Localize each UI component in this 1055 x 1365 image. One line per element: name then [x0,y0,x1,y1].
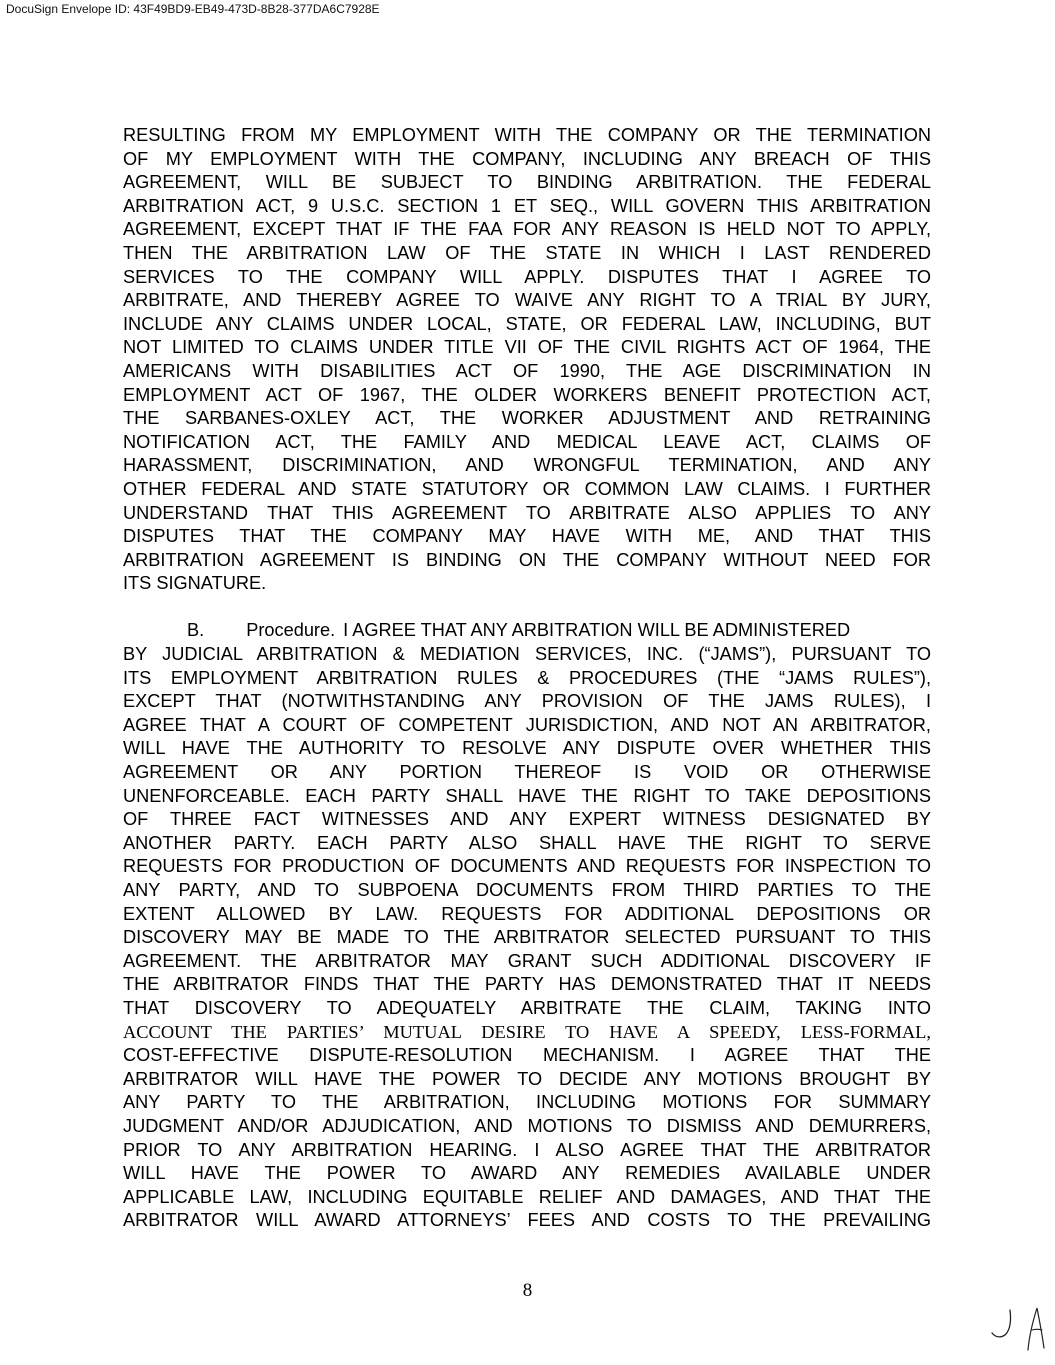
text-line: AGREEMENT, WILL BE SUBJECT TO BINDING ARBITRATION. THE FEDERAL [123,172,931,193]
text-line: NOT LIMITED TO CLAIMS UNDER TITLE VII OF THE CIVIL RIGHTS ACT OF 1964, THE [123,337,931,358]
text-line: SERVICES TO THE COMPANY WILL APPLY. DISPUTES THAT I AGREE TO [123,266,931,287]
text-line: AMERICANS WITH DISABILITIES ACT OF 1990, THE AGE DISCRIMINATION IN [123,360,931,381]
text-line: OF MY EMPLOYMENT WITH THE COMPANY, INCLUDING ANY BREACH OF THIS [123,148,931,169]
text-line: ANY PARTY, AND TO SUBPOENA DOCUMENTS FROM THIRD PARTIES TO THE [123,880,931,900]
text-line: AGREEMENT OR ANY PORTION THEREOF IS VOID OR OTHERWISE [123,762,931,783]
text-line: EXCEPT THAT (NOTWITHSTANDING ANY PROVISION OF THE JAMS RULES), I [123,691,931,712]
text-line: ARBITRATOR WILL HAVE THE POWER TO DECIDE ANY MOTIONS BROUGHT BY [123,1068,931,1089]
text-line: BY JUDICIAL ARBITRATION & MEDIATION SERVICES, INC. (“JAMS”), PURSUANT TO [123,644,931,665]
page-number: 8 [522,1280,533,1301]
text-line: NOTIFICATION ACT, THE FAMILY AND MEDICAL LEAVE ACT, CLAIMS OF [123,431,931,452]
text-line: ARBITRATION ACT, 9 U.S.C. SECTION 1 ET SEQ., WILL GOVERN THIS ARBITRATION [123,195,931,216]
text-line: PRIOR TO ANY ARBITRATION HEARING. I ALSO AGREE THAT THE ARBITRATOR [123,1139,931,1160]
document-body [123,124,931,1233]
text-line: ITS SIGNATURE. [123,573,267,594]
text-line: OF THREE FACT WITNESSES AND ANY EXPERT WITNESS DESIGNATED BY [123,809,931,830]
text-line: THEN THE ARBITRATION LAW OF THE STATE IN WHICH I LAST RENDERED [123,242,931,263]
text-line: THE ARBITRATOR FINDS THAT THE PARTY HAS DEMONSTRATED THAT IT NEEDS [123,974,931,995]
section-title: Procedure. [246,620,336,641]
text-line: INCLUDE ANY CLAIMS UNDER LOCAL, STATE, OR FEDERAL LAW, INCLUDING, BUT [123,313,931,334]
paragraph-spacer [123,596,931,620]
text-line: ARBITRATE, AND THEREBY AGREE TO WAIVE ANY RIGHT TO A TRIAL BY JURY, [123,290,931,311]
section-marker: B. [187,620,205,641]
text-line: I AGREE THAT ANY ARBITRATION WILL BE ADMINISTERED [343,620,851,641]
text-line: DISCOVERY MAY BE MADE TO THE ARBITRATOR SELECTED PURSUANT TO THIS [123,927,931,948]
text-line: EXTENT ALLOWED BY LAW. REQUESTS FOR ADDITIONAL DEPOSITIONS OR [123,903,931,924]
docusign-envelope-header: DocuSign Envelope ID: 43F49BD9-EB49-473D-8B28-377DA6C7928E [6,2,380,16]
paragraph-a [123,124,931,596]
text-line: ANOTHER PARTY. EACH PARTY ALSO SHALL HAVE THE RIGHT TO SERVE [123,832,931,853]
section-b-heading-line [123,619,931,643]
initials-signature [984,1300,1048,1356]
text-line: REQUESTS FOR PRODUCTION OF DOCUMENTS AND REQUESTS FOR INSPECTION TO [123,856,931,877]
text-line: COST-EFFECTIVE DISPUTE-RESOLUTION MECHANISM. I AGREE THAT THE [123,1045,931,1066]
text-line: RESULTING FROM MY EMPLOYMENT WITH THE COMPANY OR THE TERMINATION [123,125,931,145]
text-line: UNDERSTAND THAT THIS AGREEMENT TO ARBITRATE ALSO APPLIES TO ANY [123,502,931,523]
text-line: WILL HAVE THE AUTHORITY TO RESOLVE ANY DISPUTE OVER WHETHER THIS [123,738,931,759]
text-line: ARBITRATION AGREEMENT IS BINDING ON THE COMPANY WITHOUT NEED FOR [123,549,931,570]
text-line: HARASSMENT, DISCRIMINATION, AND WRONGFUL TERMINATION, AND ANY [123,455,931,476]
text-line: THAT DISCOVERY TO ADEQUATELY ARBITRATE THE CLAIM, TAKING INTO [123,997,931,1018]
text-line: EMPLOYMENT ACT OF 1967, THE OLDER WORKERS BENEFIT PROTECTION ACT, [123,384,931,405]
paragraph-b [123,619,931,1232]
text-line: THE SARBANES-OXLEY ACT, THE WORKER ADJUSTMENT AND RETRAINING [123,408,931,429]
text-line: JUDGMENT AND/OR ADJUDICATION, AND MOTIONS TO DISMISS AND DEMURRERS, [123,1115,931,1136]
text-line: AGREE THAT A COURT OF COMPETENT JURISDICTION, AND NOT AN ARBITRATOR, [123,714,931,735]
text-line: UNENFORCEABLE. EACH PARTY SHALL HAVE THE RIGHT TO TAKE DEPOSITIONS [123,785,931,806]
text-line: ARBITRATOR WILL AWARD ATTORNEYS’ FEES AND COSTS TO THE PREVAILING [123,1210,931,1231]
text-line: AGREEMENT. THE ARBITRATOR MAY GRANT SUCH ADDITIONAL DISCOVERY IF [123,950,931,971]
text-line: ANY PARTY TO THE ARBITRATION, INCLUDING MOTIONS FOR SUMMARY [123,1092,931,1113]
text-line: ITS EMPLOYMENT ARBITRATION RULES & PROCEDURES (THE “JAMS RULES”), [123,667,931,688]
text-line: APPLICABLE LAW, INCLUDING EQUITABLE RELIEF AND DAMAGES, AND THAT THE [123,1186,931,1207]
text-line: ACCOUNT THE PARTIES’ MUTUAL DESIRE TO HAVE A SPEEDY, LESS-FORMAL, [123,1021,931,1042]
text-line: WILL HAVE THE POWER TO AWARD ANY REMEDIES AVAILABLE UNDER [123,1163,931,1184]
text-line: AGREEMENT, EXCEPT THAT IF THE FAA FOR ANY REASON IS HELD NOT TO APPLY, [123,219,931,240]
text-line: DISPUTES THAT THE COMPANY MAY HAVE WITH ME, AND THAT THIS [123,526,931,547]
text-line: OTHER FEDERAL AND STATE STATUTORY OR COMMON LAW CLAIMS. I FURTHER [123,478,931,499]
